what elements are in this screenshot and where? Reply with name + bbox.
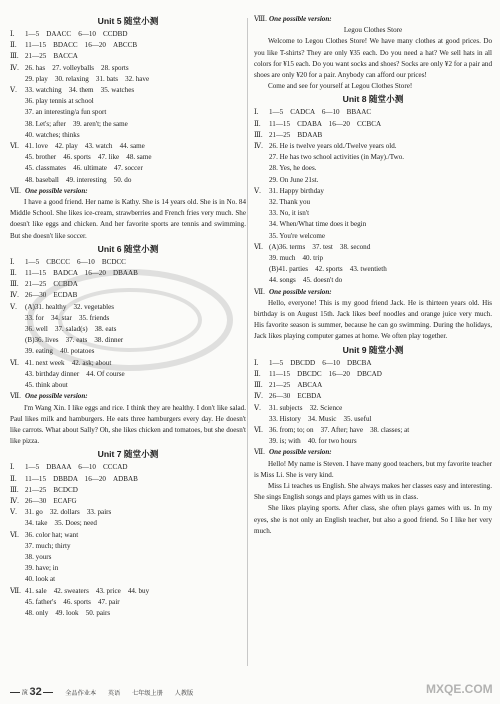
section-number: Ⅴ. xyxy=(10,86,17,95)
answer-line xyxy=(254,186,492,197)
answer-text: (B)36. lives 37. eats 38. dinner xyxy=(25,336,124,345)
column-divider xyxy=(247,18,248,666)
answer-line xyxy=(10,85,246,96)
section-number: Ⅲ. xyxy=(10,52,19,61)
page-number: 32 xyxy=(29,686,42,698)
book-title: 全品作业本 xyxy=(65,689,97,697)
unit-title: Unit 5 随堂小测 xyxy=(97,16,159,26)
answer-text: One possible version: xyxy=(269,15,332,23)
stamp-watermark-icon xyxy=(20,257,240,380)
answer-line xyxy=(10,63,246,74)
section-number: Ⅱ. xyxy=(254,369,261,378)
section-number: Ⅰ. xyxy=(10,257,15,266)
edition: 人教版 xyxy=(174,689,194,697)
answer-line xyxy=(254,208,492,219)
answer-text: 36. play tennis at school xyxy=(25,97,94,106)
answer-line xyxy=(254,403,492,414)
answer-text: 40. look at xyxy=(25,575,56,584)
section-number: Ⅴ. xyxy=(10,508,17,517)
answer-line xyxy=(10,107,246,118)
answer-text: 45. brother 46. sports 47. like 48. same xyxy=(25,153,152,162)
answer-line xyxy=(254,219,492,230)
section-number: Ⅴ. xyxy=(254,403,261,412)
answer-text: 1—5 CBCCC 6—10 BCDCC xyxy=(25,257,126,266)
answer-line xyxy=(254,141,492,152)
answer-text: 33. watching 34. them 35. watches xyxy=(25,86,135,95)
answer-line xyxy=(254,425,492,436)
answer-line xyxy=(254,175,492,186)
answer-text: 37. an interesting/a fun sport xyxy=(25,108,107,117)
answer-text: 36. well 37. salad(s) 38. eats xyxy=(25,325,117,334)
right-column xyxy=(254,14,492,537)
answer-line xyxy=(254,119,492,130)
answer-line xyxy=(10,152,246,163)
section-number: Ⅵ. xyxy=(254,425,263,434)
section-number: Ⅱ. xyxy=(254,119,261,128)
answer-text: 1—5 CADCA 6—10 BBAAC xyxy=(269,108,372,117)
answer-text: (A)31. healthy 32. vegetables xyxy=(25,302,115,311)
section-number: Ⅲ. xyxy=(254,130,263,139)
answer-line xyxy=(254,130,492,141)
essay-paragraph: I have a good friend. Her name is Kathy. She is 14 years old. She is in No. 84 Middle School. She likes ice-cream, strawberries and French fries very much. She doesn't like eggs and chicken. And her favorite sports are tennis and swimming. But she doesn't like soccer. xyxy=(10,198,246,240)
subject: 英语 xyxy=(107,689,121,697)
footer-dash xyxy=(10,692,20,693)
answer-line xyxy=(10,563,246,574)
section-number: Ⅴ. xyxy=(254,186,261,195)
answer-text: 40. watches; thinks xyxy=(25,130,80,139)
answer-text: 21—25 ABCAA xyxy=(269,381,323,390)
answer-line xyxy=(254,380,492,391)
section-number: Ⅲ. xyxy=(254,381,263,390)
answer-text: 26—30 ECDAB xyxy=(25,291,78,300)
answer-text: (A)36. terms 37. test 38. second xyxy=(269,242,371,251)
section-number: Ⅳ. xyxy=(10,496,19,505)
answer-text: 11—15 CDABA 16—20 CCBCA xyxy=(269,119,382,128)
answer-text: 21—25 BDAAB xyxy=(269,130,323,139)
answer-line xyxy=(10,163,246,174)
answer-line xyxy=(254,197,492,208)
answer-text: 38. yours xyxy=(25,552,52,561)
answer-line xyxy=(10,74,246,85)
essay-paragraph: Hello! My name is Steven. I have many good teachers, but my favorite teacher is Miss Li. She is very kind. xyxy=(254,459,492,479)
answer-line xyxy=(254,107,492,118)
essay-heading: Legou Clothes Store xyxy=(343,26,403,35)
sample-essay-label xyxy=(254,447,492,458)
answer-text: 35. You're welcome xyxy=(269,231,326,240)
answer-line xyxy=(10,541,246,552)
answer-text: One possible version: xyxy=(269,448,332,457)
unit-title: Unit 7 随堂小测 xyxy=(97,449,159,460)
answer-line xyxy=(10,530,246,541)
section-number: Ⅷ. xyxy=(254,15,267,23)
answer-text: 29. On June 21st. xyxy=(269,175,319,184)
answer-text: 21—25 BACCA xyxy=(25,52,78,61)
answer-text: 48. only 49. look 50. pairs xyxy=(25,608,111,617)
unit-title: Unit 8 随堂小测 xyxy=(342,94,404,105)
answer-line xyxy=(10,380,246,391)
answer-text: 39. eating 40. potatoes xyxy=(25,347,95,356)
answer-text: 28. Yes, he does. xyxy=(269,164,317,173)
answer-line xyxy=(10,130,246,141)
section-number: Ⅲ. xyxy=(10,485,19,494)
answer-line xyxy=(10,141,246,152)
section-number: Ⅵ. xyxy=(254,242,263,251)
answer-line xyxy=(10,474,246,485)
answer-line xyxy=(254,436,492,447)
answer-text: 41. sale 42. sweaters 43. price 44. buy xyxy=(25,586,150,595)
answer-line xyxy=(10,507,246,518)
answer-line xyxy=(10,462,246,473)
answer-text: 31. subjects 32. Science xyxy=(269,403,343,412)
sample-essay-label xyxy=(254,287,492,298)
answer-text: 45. father's 46. sports 47. pair xyxy=(25,597,120,606)
answer-line xyxy=(10,574,246,585)
section-number: Ⅳ. xyxy=(10,291,19,300)
answer-text: 33. No, it isn't xyxy=(269,209,310,218)
grade: 七年级上册 xyxy=(131,689,163,697)
section-number: Ⅳ. xyxy=(254,142,263,151)
essay-paragraph: She likes playing sports. After class, she often plays games with us. In my eyes, she is not only an English teacher, but also a good friend. So I like her very much. xyxy=(254,504,492,535)
answer-text: 36. from; to; on 37. After; have 38. classes; at xyxy=(269,425,410,434)
answer-text: 11—15 DBCDC 16—20 DBCAD xyxy=(269,369,382,378)
section-number: Ⅲ. xyxy=(10,280,19,289)
page-prefix: 演 xyxy=(21,690,28,697)
section-number: Ⅰ. xyxy=(254,108,259,117)
section-number: Ⅶ. xyxy=(10,586,21,595)
answer-text: 11—15 DBBDA 16—20 ADBAB xyxy=(25,474,138,483)
answer-text: 21—25 BCDCD xyxy=(25,485,78,494)
answer-text: (B)41. parties 42. sports 43. twentieth xyxy=(269,265,387,274)
answer-text: 33. History 34. Music 35. useful xyxy=(269,414,372,423)
answer-line xyxy=(10,40,246,51)
answer-text: One possible version: xyxy=(25,186,88,195)
unit-title: Unit 9 随堂小测 xyxy=(342,344,404,355)
answer-text: 41. next week 42. ask; about xyxy=(25,358,112,367)
section-number: Ⅱ. xyxy=(10,269,17,278)
answer-text: 34. When/What time does it begin xyxy=(269,220,367,229)
answer-line xyxy=(254,275,492,286)
answer-text: 27. He has two school activities (in May)./Two. xyxy=(269,153,405,162)
essay-paragraph: Miss Li teaches us English. She always makes her classes easy and interesting. She sings English songs and plays games with us in class. xyxy=(254,481,492,502)
answer-text: 45. think about xyxy=(25,381,68,390)
answer-text: 39. have; in xyxy=(25,564,59,573)
sample-essay-label xyxy=(10,391,246,402)
answer-line xyxy=(10,51,246,62)
answer-line xyxy=(254,163,492,174)
section-number: Ⅶ. xyxy=(10,392,21,401)
answer-text: 43. birthday dinner 44. Of course xyxy=(25,369,125,378)
answer-line xyxy=(10,597,246,608)
answer-line xyxy=(10,608,246,619)
answer-text: 33. for 34. star 35. friends xyxy=(25,313,110,322)
answer-text: One possible version: xyxy=(25,392,88,401)
answer-text: 38. Let's; after 39. aren't; the same xyxy=(25,119,128,128)
section-number: Ⅰ. xyxy=(10,463,15,472)
section-number: Ⅱ. xyxy=(10,41,17,50)
answer-text: 1—5 DAACC 6—10 CCDBD xyxy=(25,30,128,38)
answer-text: 34. take 35. Does; need xyxy=(25,519,97,528)
answer-line xyxy=(10,485,246,496)
answer-text: 31. Happy birthday xyxy=(269,186,324,195)
answer-text: 11—15 BDACC 16—20 ABCCB xyxy=(25,41,138,50)
answer-text: 44. songs 45. doesn't do xyxy=(269,276,343,285)
answer-text: 39. much 40. trip xyxy=(269,254,323,263)
footer-dash xyxy=(43,692,53,693)
answer-line xyxy=(254,391,492,402)
answer-line xyxy=(254,231,492,242)
answer-text: 48. baseball 49. interesting 50. do xyxy=(25,175,132,184)
answer-text: 26. has 27. volleyballs 28. sports xyxy=(25,63,129,72)
answer-text: 37. much; thirty xyxy=(25,541,71,550)
answer-line xyxy=(254,253,492,264)
section-number: Ⅰ. xyxy=(254,358,259,367)
essay-paragraph: Welcome to Legou Clothes Store! We have many clothes at good prices. Do you like T-shirts? They are only ¥35 each. Do you need a hat? We sell hats in all colors for ¥15 each. Do you want socks and shoes? Socks are only ¥2 for a pair and shoes are only ¥20 for a pair. Anybody can afford our prices! xyxy=(254,37,492,80)
answer-text: 31. go 32. dollars 33. pairs xyxy=(25,508,112,517)
answer-line xyxy=(10,496,246,507)
unit-title: Unit 6 随堂小测 xyxy=(97,243,159,254)
answer-text: 26. He is twelve years old./Twelve years old. xyxy=(269,142,397,151)
page-footer xyxy=(10,686,490,700)
section-number: Ⅰ. xyxy=(10,30,15,38)
answer-text: 32. Thank you xyxy=(269,198,311,207)
answer-text: One possible version: xyxy=(269,287,332,296)
section-number: Ⅱ. xyxy=(10,474,17,483)
answer-text: 39. is; with 40. for two hours xyxy=(269,437,357,446)
answer-text: 26—30 ECBDA xyxy=(269,392,322,401)
answer-text: 36. color hat; want xyxy=(25,530,79,539)
section-number: Ⅶ. xyxy=(254,287,265,296)
sample-essay-label xyxy=(10,186,246,197)
section-number: Ⅵ. xyxy=(10,142,19,151)
section-number: Ⅵ. xyxy=(10,358,19,367)
sample-essay-label xyxy=(254,14,492,25)
answer-line xyxy=(254,369,492,380)
answer-text: 1—5 DBCDD 6—10 DBCBA xyxy=(269,358,372,367)
essay-paragraph: I'm Wang Xin. I like eggs and rice. I think they are healthy. I don't like salad. Paul likes milk and hamburgers. He eats three hamburgers every day. He doesn't like carrots. What about Sally? Oh, she likes chicken and tomatoes, but she doesn't like pizza. xyxy=(10,403,246,446)
answer-line xyxy=(10,96,246,107)
section-number: Ⅶ. xyxy=(254,448,265,457)
essay-paragraph: Hello, everyone! This is my good friend Jack. He is thirteen years old. His birthday is on August 15th. Jack likes beef noodles and orange juice very much. His favorite season is summer, because he can go swimming. During the holidays, Jack likes playing computer games at home. We often play together. xyxy=(254,298,492,341)
section-number: Ⅴ. xyxy=(10,302,17,311)
answer-text: 11—15 BADCA 16—20 DBAAB xyxy=(25,269,138,278)
answer-line xyxy=(10,119,246,130)
section-number: Ⅵ. xyxy=(10,530,19,539)
answer-line xyxy=(10,518,246,529)
answer-line xyxy=(254,358,492,369)
answer-line xyxy=(254,152,492,163)
answer-text: 41. love 42. play 43. watch 44. same xyxy=(25,142,145,151)
answer-text: 29. play 30. relaxing 31. bats 32. have xyxy=(25,74,150,83)
answer-line xyxy=(254,264,492,275)
answer-line xyxy=(10,175,246,186)
answer-line xyxy=(10,586,246,597)
answer-line xyxy=(254,242,492,253)
site-watermark: MXQE.COM xyxy=(426,682,493,696)
section-number: Ⅳ. xyxy=(254,392,263,401)
answer-line xyxy=(10,552,246,563)
answer-text: 26—30 ECAFG xyxy=(25,496,77,505)
answer-text: 1—5 DBAAA 6—10 CCCAD xyxy=(25,463,128,472)
answer-text: 21—25 CCBDA xyxy=(25,280,78,289)
section-number: Ⅳ. xyxy=(10,63,19,72)
answer-line xyxy=(254,414,492,425)
section-number: Ⅶ. xyxy=(10,186,21,195)
answer-line xyxy=(10,29,246,40)
essay-paragraph: Come and see for yourself at Legou Clothes Store! xyxy=(268,82,413,91)
answer-text: 45. classmates 46. ultimate 47. soccer xyxy=(25,164,143,173)
